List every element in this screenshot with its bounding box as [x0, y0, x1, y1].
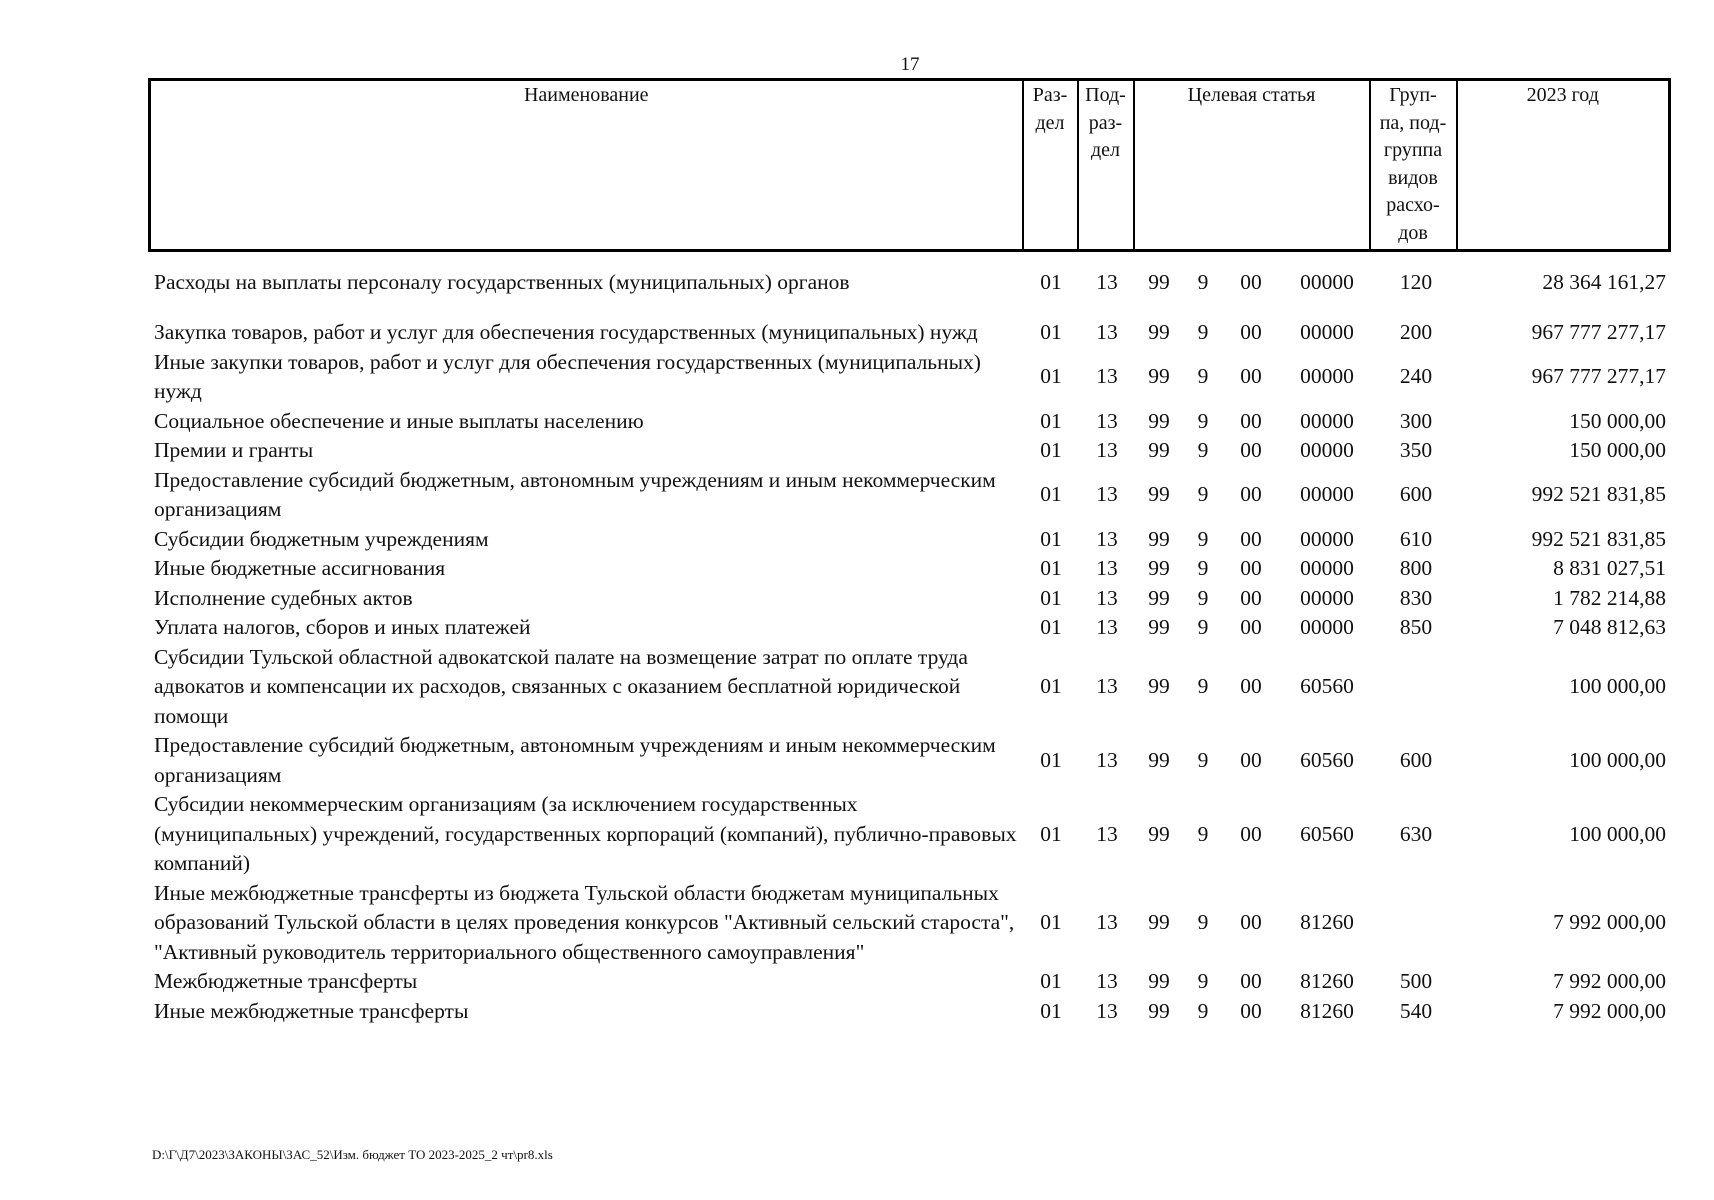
row-name: Иные закупки товаров, работ и услуг для обеспечения государственных (муниципальных) нужд: [154, 349, 981, 403]
row-expense-group: 600: [1399, 482, 1433, 507]
row-target-direction: 60560: [1300, 747, 1354, 772]
row-target-event: 00: [1240, 320, 1262, 344]
row-target-direction: 81260: [1300, 998, 1354, 1023]
row-target-subprogram: 9: [1197, 615, 1209, 639]
row-target-subprogram: 9: [1197, 556, 1209, 580]
row-razdel: 01: [1040, 821, 1062, 846]
row-spacer-cell: [148, 304, 1670, 318]
row-name: Закупка товаров, работ и услуг для обеспечения государственных (муниципальных) нужд: [154, 320, 978, 344]
row-name: Субсидии Тульской областной адвокатской палате на возмещение затрат по оплате труда адвокатов и компенсации их расходов, связанных с оказанием бесплатной юридической помощи: [154, 644, 968, 728]
row-expense-group: 540: [1399, 998, 1433, 1023]
row-target-direction: 00000: [1300, 615, 1354, 639]
row-target-program: 99: [1148, 674, 1170, 698]
row-target-program: 99: [1148, 969, 1170, 993]
row-amount: 8 831 027,51: [1553, 556, 1666, 580]
row-podrazdel: 13: [1096, 747, 1118, 772]
row-podrazdel: 13: [1096, 615, 1118, 639]
row-name: Иные бюджетные ассигнования: [154, 556, 446, 580]
row-target-subprogram: 9: [1197, 585, 1209, 610]
row-amount: 150 000,00: [1569, 438, 1666, 462]
row-expense-group: 500: [1399, 969, 1433, 993]
row-target-program: 99: [1148, 556, 1170, 580]
row-expense-group: 850: [1399, 615, 1433, 639]
row-expense-group: 120: [1399, 270, 1433, 295]
row-podrazdel: 13: [1096, 998, 1118, 1023]
row-expense-group: 240: [1399, 364, 1433, 389]
row-name: Социальное обеспечение и иные выплаты населению: [154, 408, 644, 433]
row-amount: 7 048 812,63: [1553, 615, 1666, 639]
table-row: [148, 554, 1670, 584]
row-target-event: 00: [1240, 998, 1262, 1023]
row-amount: 1 782 214,88: [1553, 585, 1666, 610]
row-amount: 992 521 831,85: [1531, 526, 1666, 551]
row-amount: 7 992 000,00: [1553, 910, 1666, 934]
row-target-event: 00: [1240, 270, 1262, 295]
row-name: Предоставление субсидий бюджетным, автономным учреждениям и иным некоммерческим организациям: [154, 467, 996, 521]
row-razdel: 01: [1040, 270, 1062, 295]
row-razdel: 01: [1040, 556, 1062, 580]
table-row: [148, 348, 1670, 407]
row-expense-group: 300: [1399, 408, 1433, 433]
row-target-program: 99: [1148, 482, 1170, 507]
row-razdel: 01: [1040, 747, 1062, 772]
row-razdel: 01: [1040, 674, 1062, 698]
row-expense-group: 630: [1399, 821, 1433, 846]
row-target-program: 99: [1148, 320, 1170, 344]
row-podrazdel: 13: [1096, 556, 1118, 580]
table-row: [148, 407, 1670, 437]
table-row: [148, 584, 1670, 614]
table-row: [148, 643, 1670, 732]
header-name: Наименование: [150, 80, 1023, 251]
row-razdel: 01: [1040, 364, 1062, 389]
row-amount: 150 000,00: [1569, 408, 1666, 433]
row-amount: 28 364 161,27: [1542, 270, 1666, 295]
row-target-subprogram: 9: [1197, 910, 1209, 934]
row-razdel: 01: [1040, 482, 1062, 507]
row-target-event: 00: [1240, 482, 1262, 507]
row-target-event: 00: [1240, 615, 1262, 639]
row-target-program: 99: [1148, 408, 1170, 433]
row-name: Иные межбюджетные трансферты из бюджета Тульской области бюджетам муниципальных образований Тульской области в целях проведения конкурсов "Активный сельский староста", "Активный руководитель территориального общественного самоуправления": [154, 880, 1015, 964]
row-expense-group: [1376, 879, 1456, 968]
row-razdel: 01: [1040, 910, 1062, 934]
row-amount: 100 000,00: [1569, 747, 1666, 772]
row-target-subprogram: 9: [1197, 526, 1209, 551]
row-name: Иные межбюджетные трансферты: [154, 998, 469, 1023]
row-target-event: 00: [1240, 585, 1262, 610]
row-target-event: 00: [1240, 438, 1262, 462]
row-expense-group: 610: [1399, 526, 1433, 551]
row-razdel: 01: [1040, 998, 1062, 1023]
row-target-program: 99: [1148, 910, 1170, 934]
row-expense-group: 800: [1399, 556, 1433, 580]
table-header: [148, 78, 1671, 252]
row-podrazdel: 13: [1096, 438, 1118, 462]
row-target-direction: 00000: [1300, 556, 1354, 580]
row-amount: 992 521 831,85: [1531, 482, 1666, 507]
row-amount: 967 777 277,17: [1531, 320, 1666, 344]
row-target-subprogram: 9: [1197, 674, 1209, 698]
row-expense-group: 830: [1399, 585, 1433, 610]
row-expense-group: 350: [1399, 438, 1433, 462]
row-target-direction: 00000: [1300, 438, 1354, 462]
row-amount: 7 992 000,00: [1553, 969, 1666, 993]
row-target-subprogram: 9: [1197, 482, 1209, 507]
row-name: Расходы на выплаты персоналу государственных (муниципальных) органов: [154, 270, 850, 295]
row-podrazdel: 13: [1096, 408, 1118, 433]
row-target-direction: 60560: [1300, 821, 1354, 846]
table-row: [148, 436, 1670, 466]
table-row: [148, 879, 1670, 968]
row-razdel: 01: [1040, 320, 1062, 344]
row-podrazdel: 13: [1096, 674, 1118, 698]
row-spacer: [148, 304, 1670, 318]
row-target-event: 00: [1240, 969, 1262, 993]
header-podrazdel: Под- раз- дел: [1078, 80, 1134, 251]
row-razdel: 01: [1040, 438, 1062, 462]
table-row: [148, 466, 1670, 525]
row-target-program: 99: [1148, 998, 1170, 1023]
row-podrazdel: 13: [1096, 270, 1118, 295]
row-name: Субсидии некоммерческим организациям (за исключением государственных (муниципальных) учреждений, государственных корпораций (компаний), публично-правовых компаний): [154, 792, 1017, 875]
row-target-subprogram: 9: [1197, 969, 1209, 993]
row-target-event: 00: [1240, 674, 1262, 698]
page-number: 17: [900, 54, 920, 75]
row-target-subprogram: 9: [1197, 270, 1209, 295]
header-expense-group: Груп- па, под- группа видов расхо- дов: [1370, 80, 1457, 251]
row-podrazdel: 13: [1096, 821, 1118, 846]
row-razdel: 01: [1040, 615, 1062, 639]
header-target-article: Целевая статья: [1134, 80, 1370, 251]
row-target-event: 00: [1240, 364, 1262, 389]
table-row: [148, 266, 1670, 304]
row-target-event: 00: [1240, 747, 1262, 772]
row-target-direction: 00000: [1300, 585, 1354, 610]
row-target-program: 99: [1148, 270, 1170, 295]
row-target-program: 99: [1148, 821, 1170, 846]
file-path-footer: D:\Г\Д7\2023\ЗАКОНЫ\ЗАС_52\Изм. бюджет ТО 2023-2025_2 чт\pr8.xls: [152, 1147, 553, 1162]
row-podrazdel: 13: [1096, 585, 1118, 610]
row-target-subprogram: 9: [1197, 821, 1209, 846]
row-target-subprogram: 9: [1197, 320, 1209, 344]
row-target-event: 00: [1240, 821, 1262, 846]
row-target-direction: 00000: [1300, 482, 1354, 507]
header-year: 2023 год: [1457, 80, 1670, 251]
row-target-direction: 00000: [1300, 270, 1354, 295]
row-podrazdel: 13: [1096, 482, 1118, 507]
row-name: Исполнение судебных актов: [154, 585, 413, 610]
row-razdel: 01: [1040, 969, 1062, 993]
row-expense-group: [1376, 643, 1456, 732]
row-razdel: 01: [1040, 408, 1062, 433]
row-target-subprogram: 9: [1197, 438, 1209, 462]
row-name: Уплата налогов, сборов и иных платежей: [154, 615, 531, 639]
row-podrazdel: 13: [1096, 364, 1118, 389]
row-target-subprogram: 9: [1197, 364, 1209, 389]
row-target-program: 99: [1148, 364, 1170, 389]
header-razdel: Раз- дел: [1023, 80, 1078, 251]
row-podrazdel: 13: [1096, 910, 1118, 934]
row-podrazdel: 13: [1096, 320, 1118, 344]
row-target-event: 00: [1240, 556, 1262, 580]
row-target-program: 99: [1148, 747, 1170, 772]
row-target-program: 99: [1148, 615, 1170, 639]
row-name: Субсидии бюджетным учреждениям: [154, 526, 489, 551]
table-row: [148, 790, 1670, 879]
table-row: [148, 997, 1670, 1027]
row-amount: 100 000,00: [1569, 674, 1666, 698]
row-target-event: 00: [1240, 910, 1262, 934]
row-target-subprogram: 9: [1197, 998, 1209, 1023]
row-target-program: 99: [1148, 585, 1170, 610]
table-row: [148, 731, 1670, 790]
row-amount: 967 777 277,17: [1531, 364, 1666, 389]
row-target-program: 99: [1148, 438, 1170, 462]
row-podrazdel: 13: [1096, 526, 1118, 551]
row-target-event: 00: [1240, 408, 1262, 433]
row-target-event: 00: [1240, 526, 1262, 551]
row-target-direction: 00000: [1300, 320, 1354, 344]
row-expense-group: 600: [1399, 747, 1433, 772]
row-target-direction: 00000: [1300, 408, 1354, 433]
budget-rows: [148, 266, 1670, 1026]
row-target-program: 99: [1148, 526, 1170, 551]
row-amount: 100 000,00: [1569, 821, 1666, 846]
row-target-direction: 00000: [1300, 526, 1354, 551]
row-target-direction: 60560: [1300, 674, 1354, 698]
row-name: Межбюджетные трансферты: [154, 969, 418, 993]
row-razdel: 01: [1040, 526, 1062, 551]
row-razdel: 01: [1040, 585, 1062, 610]
table-row: [148, 318, 1670, 348]
row-target-direction: 81260: [1300, 910, 1354, 934]
table-row: [148, 613, 1670, 643]
table-row: [148, 525, 1670, 555]
budget-table: [148, 266, 1670, 1026]
row-target-subprogram: 9: [1197, 408, 1209, 433]
row-target-subprogram: 9: [1197, 747, 1209, 772]
row-target-direction: 00000: [1300, 364, 1354, 389]
row-amount: 7 992 000,00: [1553, 998, 1666, 1023]
row-name: Премии и гранты: [154, 438, 314, 462]
row-expense-group: 200: [1399, 320, 1433, 344]
row-target-direction: 81260: [1300, 969, 1354, 993]
row-name: Предоставление субсидий бюджетным, автономным учреждениям и иным некоммерческим организациям: [154, 733, 996, 787]
row-podrazdel: 13: [1096, 969, 1118, 993]
table-row: [148, 967, 1670, 997]
